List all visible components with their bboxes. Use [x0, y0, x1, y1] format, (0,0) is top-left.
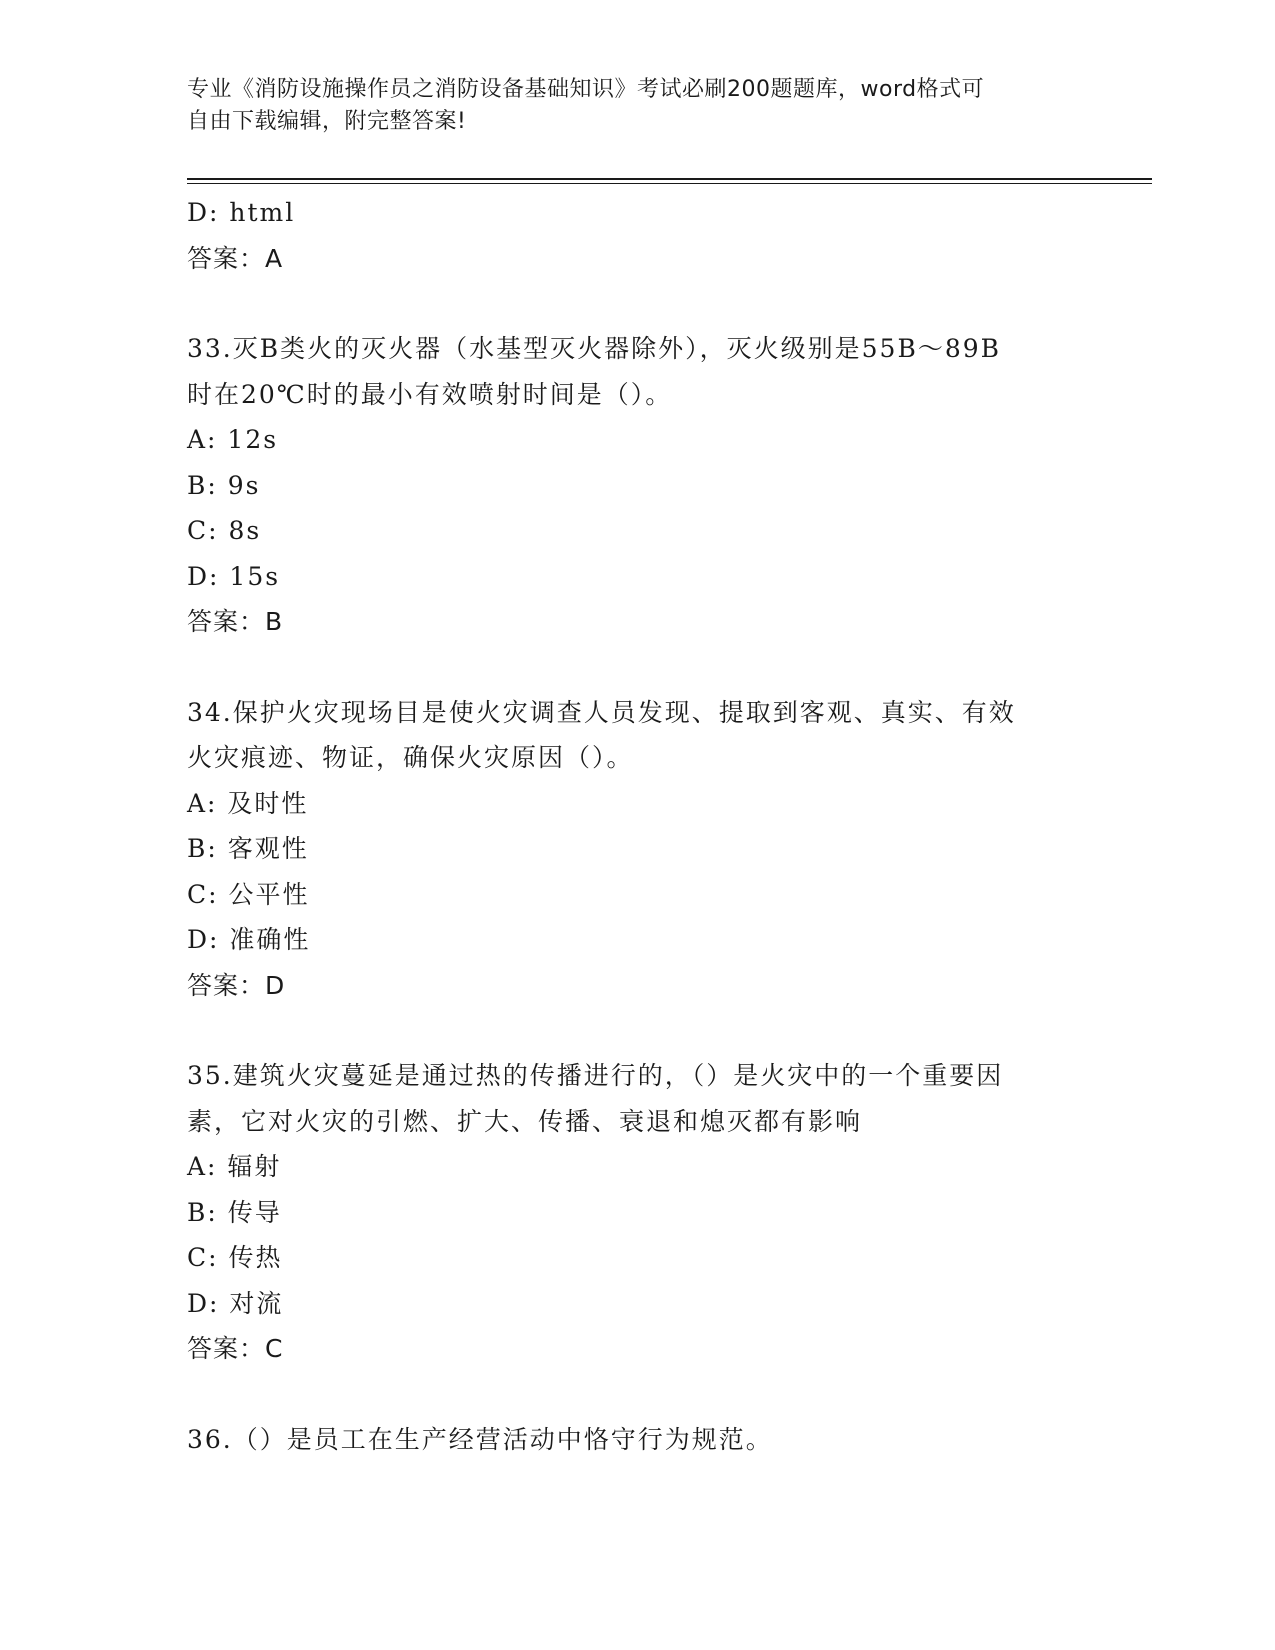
option-b: B: 9s [187, 470, 261, 500]
question-text-line-1: 36.（）是员工在生产经营活动中恪守行为规范。 [187, 1424, 773, 1454]
question-text-line-2: 素，它对火灾的引燃、扩大、传播、衰退和熄灭都有影响 [187, 1106, 863, 1136]
question-text-line-1: 33.灭B类火的灭火器（水基型灭火器除外），灭火级别是55B～89B [187, 334, 1001, 363]
question-33 [187, 326, 1087, 645]
header-rule-thick [187, 178, 1152, 180]
spacer [187, 1372, 1087, 1417]
option-a: A: 及时性 [187, 788, 309, 818]
question-text-line-1: 34.保护火灾现场目是使火灾调查人员发现、提取到客观、真实、有效 [187, 697, 1016, 727]
spacer [187, 645, 1087, 690]
answer-line: 答案：D [187, 970, 286, 1000]
question-35 [187, 1053, 1087, 1372]
document-header [187, 74, 1067, 138]
option-d: D: 对流 [187, 1288, 284, 1318]
option-d: D: 准确性 [187, 925, 311, 954]
answer-line: 答案：A [187, 243, 284, 273]
question-text-line-1: 35.建筑火灾蔓延是通过热的传播进行的，（）是火灾中的一个重要因 [187, 1061, 1004, 1090]
question-list [187, 190, 1087, 1462]
question-36 [187, 1417, 1087, 1463]
spacer [187, 281, 1087, 326]
question-text-line-2: 时在20℃时的最小有效喷射时间是（）。 [187, 379, 673, 409]
option-b: B: 传导 [187, 1197, 282, 1227]
answer-line: 答案：C [187, 1334, 284, 1363]
option-d: D: html [187, 198, 296, 227]
answer-line: 答案：B [187, 607, 284, 636]
option-b: B: 客观性 [187, 834, 309, 863]
header-rule-thin [187, 183, 1152, 184]
question-text-line-2: 火灾痕迹、物证，确保火灾原因（）。 [187, 743, 634, 772]
header-line-2: 自由下载编辑，附完整答案! [187, 109, 467, 134]
option-a: A: 12s [187, 425, 279, 454]
header-line-1: 专业《消防设施操作员之消防设备基础知识》考试必刷200题题库，word格式可 [187, 77, 985, 102]
option-c: C: 8s [187, 516, 262, 545]
question-34 [187, 690, 1087, 1009]
option-a: A: 辐射 [187, 1152, 282, 1181]
spacer [187, 1008, 1087, 1053]
option-d: D: 15s [187, 561, 281, 591]
option-c: C: 公平性 [187, 879, 310, 909]
option-c: C: 传热 [187, 1243, 283, 1272]
